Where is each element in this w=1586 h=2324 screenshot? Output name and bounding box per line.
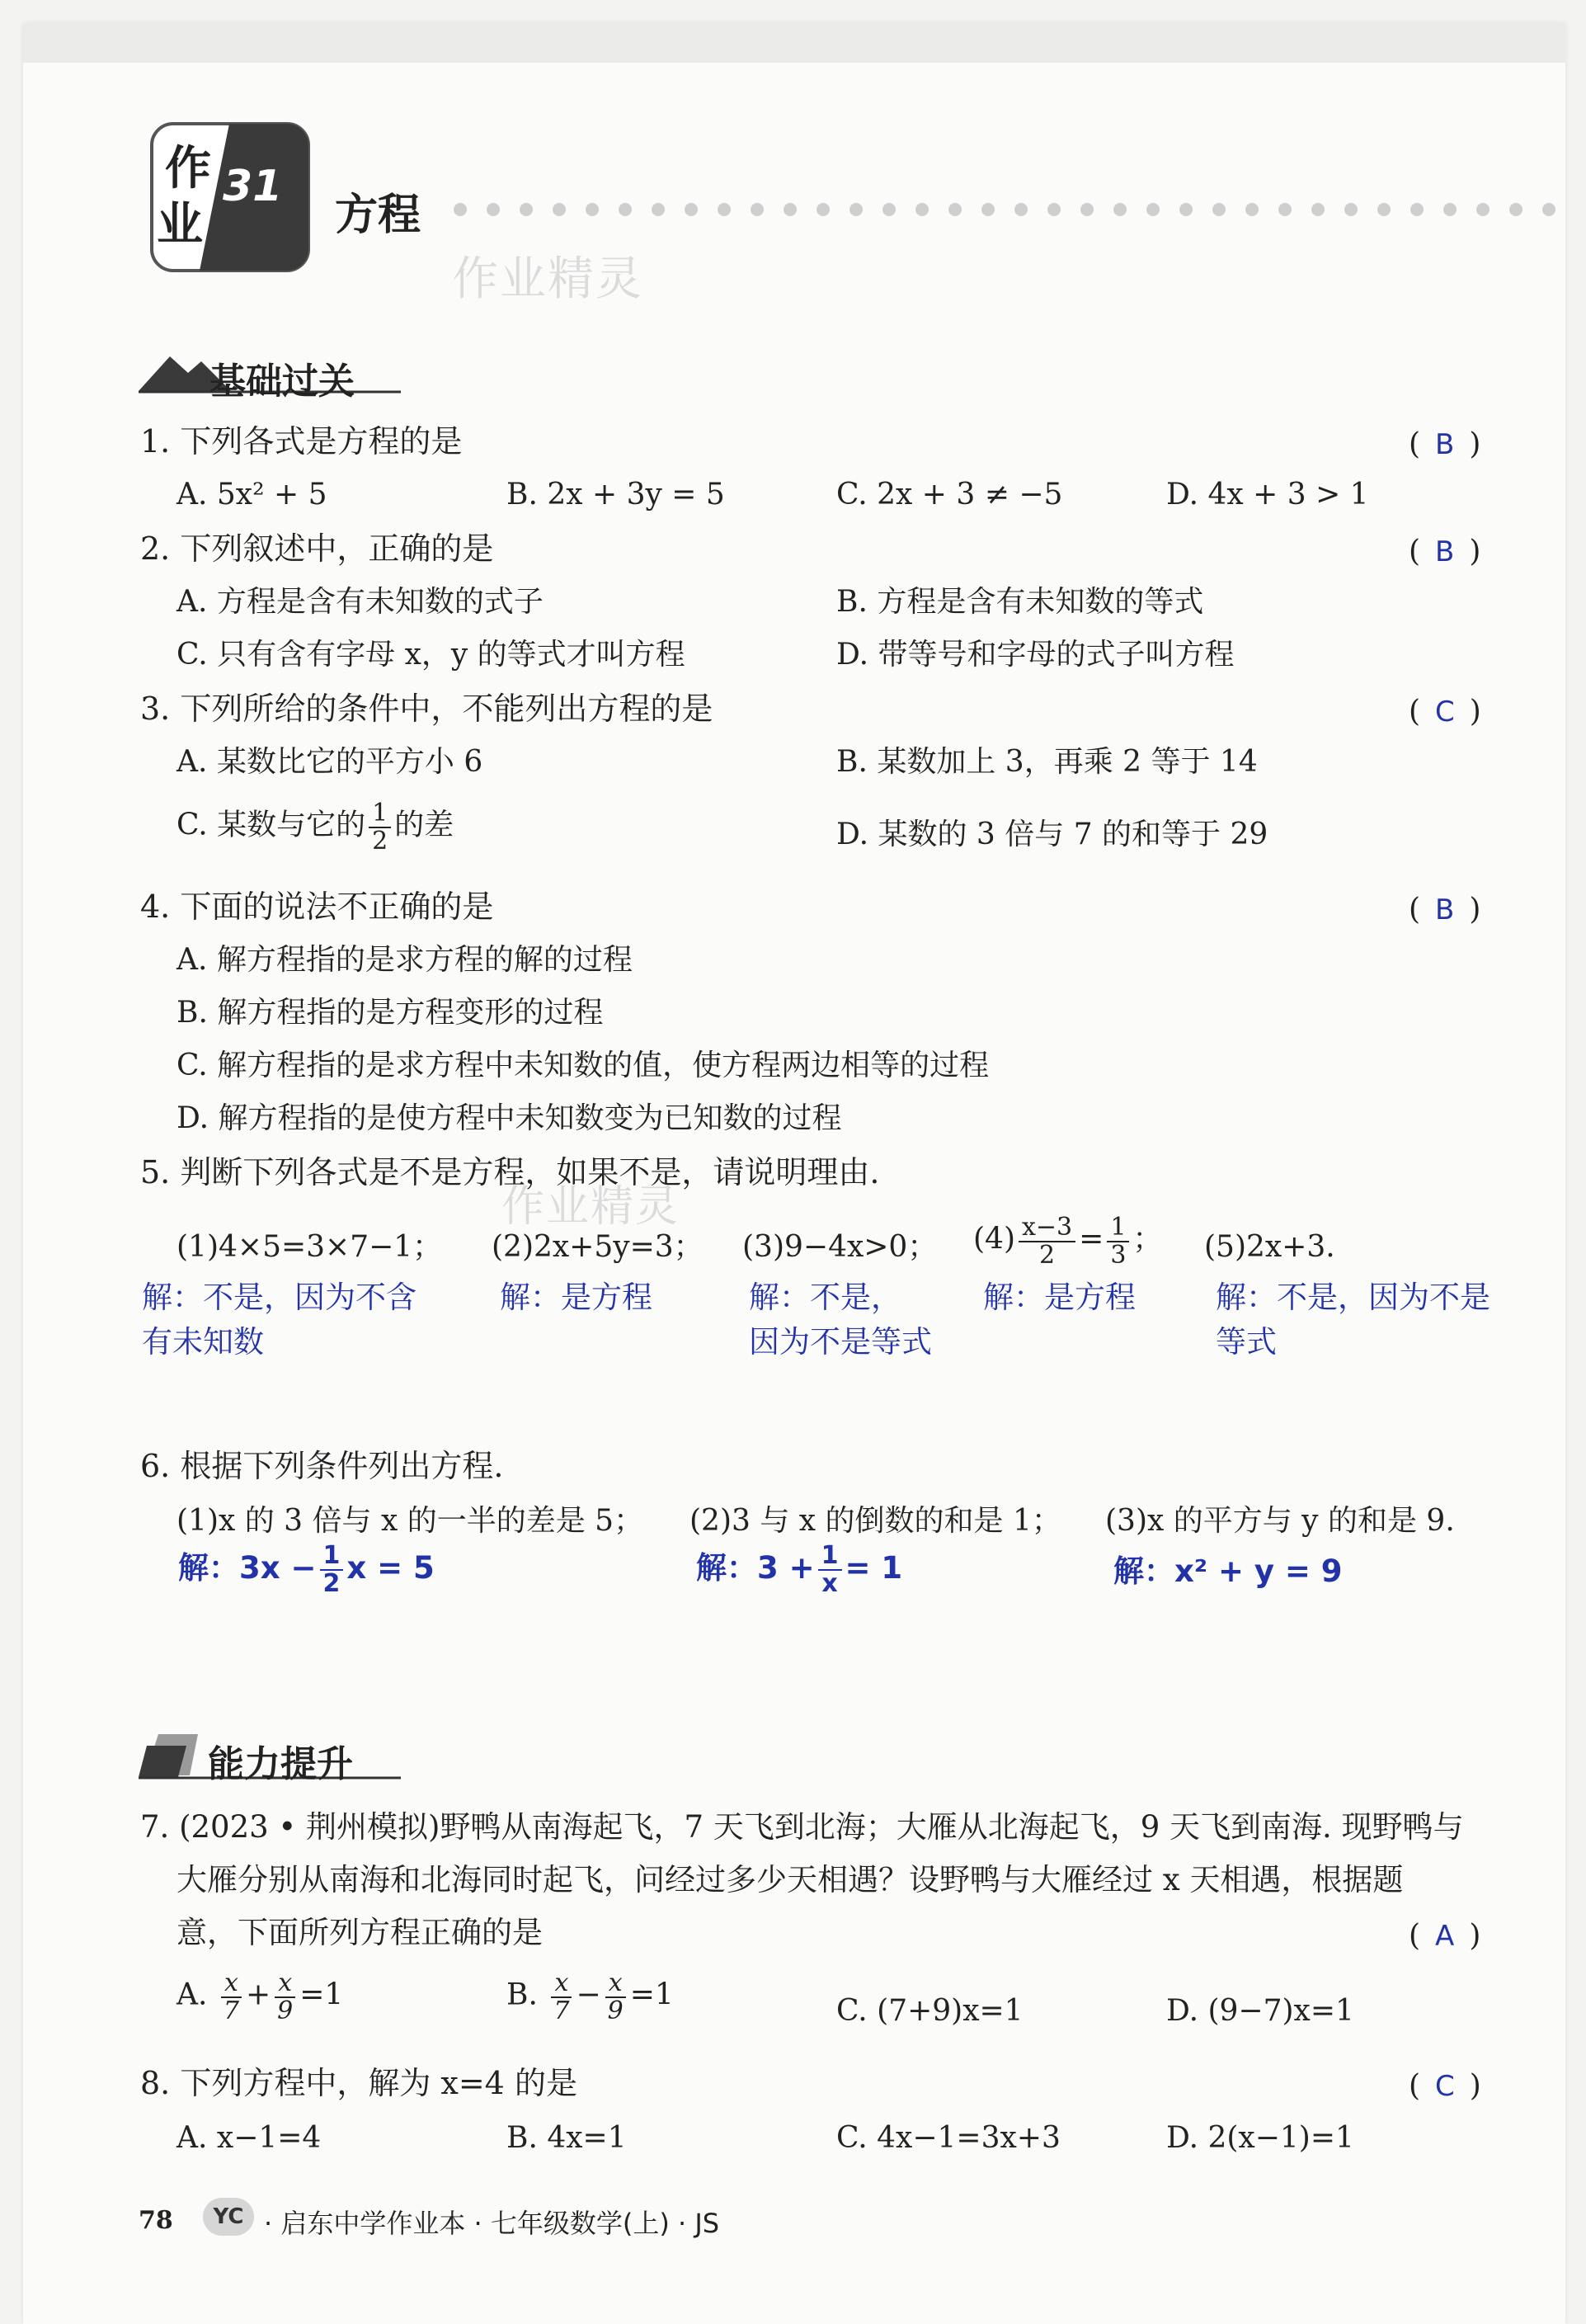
- q8-option-c: C. 4x−1=3x+3: [836, 2121, 1061, 2155]
- fraction: [369, 800, 391, 854]
- question-2-stem: 2. 下列叙述中，正确的是: [140, 530, 494, 567]
- q2-option-a: A. 方程是含有未知数的式子: [176, 585, 544, 619]
- q7-option-b: B. $\frac{x}{7}$ − $\frac{x}{9}$ =1: [506, 1968, 674, 2025]
- fraction: [605, 1970, 627, 2024]
- fraction-numerator: 1: [1107, 1214, 1129, 1242]
- question-1-stem: 1. 下列各式是方程的是: [140, 423, 463, 460]
- q4-option-a: A. 解方程指的是求方程的解的过程: [176, 943, 633, 977]
- answer-line: 等式: [1216, 1324, 1277, 1360]
- q6-answer-3: 解：x² + y = 9: [1113, 1553, 1343, 1589]
- q8-option-d: D. 2(x−1)=1: [1166, 2121, 1354, 2155]
- fraction-denominator: 2: [372, 826, 388, 856]
- q5-item-4-post: ；: [1132, 1222, 1163, 1256]
- fraction-numerator: 1: [320, 1543, 344, 1571]
- answer-line: 因为不是等式: [749, 1324, 932, 1360]
- answer-pre: 解：3x −: [178, 1550, 317, 1586]
- answer-line: 解：不是，: [749, 1280, 901, 1315]
- q5-item-2: (2)2x+5y=3；: [492, 1230, 704, 1264]
- badge-bottom-char: 业: [157, 198, 203, 252]
- footer-text: · 启东中学作业本 · 七年级数学(上) · JS: [264, 2208, 720, 2239]
- q2-option-c: C. 只有含有字母 x，y 的等式才叫方程: [176, 638, 685, 672]
- option-tail: =1: [629, 1978, 674, 2012]
- fraction-denominator: 9: [607, 1996, 624, 2025]
- badge-number: 31: [223, 162, 283, 211]
- answer-letter: B: [1435, 893, 1455, 926]
- question-3-stem: 3. 下列所给的条件中，不能列出方程的是: [140, 691, 713, 727]
- q6-answer-2: [696, 1543, 902, 1596]
- q7-option-d: D. (9−7)x=1: [1166, 1994, 1354, 2028]
- page: [23, 23, 1565, 2324]
- fraction: [818, 1543, 842, 1596]
- q2-option-d: D. 带等号和字母的式子叫方程: [836, 638, 1235, 672]
- fraction: [1019, 1214, 1075, 1268]
- q4-option-c: C. 解方程指的是求方程中未知数的值，使方程两边相等的过程: [176, 1049, 990, 1082]
- fraction-numerator: x: [275, 1970, 295, 1998]
- q1-option-b: B. 2x + 3y = 5: [506, 478, 725, 511]
- question-8-stem: 8. 下列方程中，解为 x=4 的是: [140, 2065, 577, 2101]
- answer-line: 解：不是，因为不含: [142, 1280, 417, 1315]
- q3-option-b: B. 某数加上 3，再乘 2 等于 14: [836, 745, 1258, 779]
- answer-letter: C: [1435, 2070, 1455, 2103]
- q3-option-c: [176, 800, 454, 854]
- answer-line: 解：不是，因为不是: [1216, 1280, 1490, 1315]
- fraction-denominator: 9: [277, 1996, 294, 2025]
- q5-answer-4: 解：是方程: [983, 1280, 1136, 1315]
- fraction-denominator: 7: [553, 1996, 570, 2025]
- q5-item-4-pre: (4): [973, 1222, 1015, 1256]
- question-6-stem: 6. 根据下列条件列出方程.: [140, 1448, 504, 1484]
- q5-item-4: [973, 1214, 1162, 1268]
- dotted-divider: [452, 200, 1557, 219]
- q5-answer-3: [749, 1275, 932, 1365]
- answer-letter: C: [1435, 695, 1455, 728]
- question-7-answer: ( A ): [1409, 1919, 1481, 1953]
- answer-letter: B: [1435, 535, 1455, 568]
- answer-post: = 1: [845, 1550, 903, 1586]
- fraction: [1107, 1214, 1129, 1268]
- answer-post: x = 5: [346, 1550, 435, 1586]
- answer-letter: A: [1435, 1920, 1455, 1953]
- option-tail: =1: [299, 1978, 344, 2012]
- q6-item-3: (3)x 的平方与 y 的和是 9.: [1105, 1504, 1455, 1538]
- fraction-denominator: 2: [322, 1568, 341, 1598]
- option-label: B.: [506, 1978, 538, 2012]
- question-8-answer: ( C ): [1409, 2069, 1481, 2103]
- question-4-answer: ( B ): [1409, 893, 1481, 926]
- question-4-stem: 4. 下面的说法不正确的是: [140, 889, 494, 925]
- q2-option-b: B. 方程是含有未知数的等式: [836, 585, 1204, 619]
- question-7-line-1: 7. (2023 • 荆州模拟)野鸭从南海起飞，7 天飞到北海；大雁从北海起飞，9 天飞到南海. 现野鸭与: [140, 1809, 1464, 1845]
- fraction-denominator: 7: [223, 1996, 239, 2025]
- answer-line: 有未知数: [142, 1324, 264, 1360]
- q5-answer-2: 解：是方程: [500, 1280, 652, 1315]
- equals-sign: =: [1079, 1222, 1104, 1256]
- publisher-logo-icon: YC: [203, 2198, 254, 2236]
- q7-option-a: A. $\frac{x}{7}$ + $\frac{x}{9}$ =1: [176, 1968, 344, 2025]
- fraction: [220, 1970, 242, 2024]
- answer-pre: 解：3 +: [696, 1550, 815, 1586]
- q6-answer-1: [178, 1543, 435, 1596]
- page-number: 78: [139, 2206, 173, 2235]
- option-label: A.: [176, 1978, 208, 2012]
- badge-top-char: 作: [165, 142, 211, 196]
- question-7-line-2: 大雁分别从南海和北海同时起飞，问经过多少天相遇？设野鸭与大雁经过 x 天相遇，根据题: [176, 1862, 1404, 1897]
- watermark: 作业精灵: [452, 252, 643, 306]
- fraction-numerator: x: [551, 1970, 572, 1998]
- answer-letter: B: [1435, 428, 1455, 461]
- fraction: [550, 1970, 572, 2024]
- q3-option-d: D. 某数的 3 倍与 7 的和等于 29: [836, 818, 1268, 851]
- q5-answer-1: [142, 1275, 417, 1365]
- question-7-line-3: 意，下面所列方程正确的是: [176, 1915, 543, 1950]
- q8-option-b: B. 4x=1: [506, 2121, 627, 2155]
- q6-item-1: (1)x 的 3 倍与 x 的一半的差是 5；: [176, 1504, 644, 1538]
- fraction: [274, 1970, 296, 2024]
- q1-option-a: A. 5x² + 5: [176, 478, 327, 511]
- fraction-denominator: x: [821, 1568, 838, 1598]
- question-2-answer: ( B ): [1409, 535, 1481, 568]
- question-1-answer: ( B ): [1409, 427, 1481, 461]
- q4-option-b: B. 解方程指的是方程变形的过程: [176, 996, 604, 1030]
- fraction: [320, 1543, 344, 1596]
- q5-answer-5: [1216, 1275, 1490, 1365]
- fraction-numerator: 1: [369, 800, 391, 828]
- fraction-numerator: x−3: [1019, 1214, 1075, 1242]
- q7-option-c: C. (7+9)x=1: [836, 1994, 1024, 2028]
- watermark: 作业精灵: [501, 1182, 680, 1232]
- q3-option-a: A. 某数比它的平方小 6: [176, 745, 483, 779]
- q1-option-d: D. 4x + 3 > 1: [1166, 478, 1369, 511]
- top-strip: [23, 23, 1565, 63]
- fraction-numerator: x: [221, 1970, 242, 1998]
- question-3-answer: ( C ): [1409, 695, 1481, 728]
- page-title: 方程: [335, 191, 421, 240]
- q3-option-c-post: 的差: [394, 808, 454, 842]
- q8-option-a: A. x−1=4: [176, 2121, 322, 2155]
- fraction-denominator: 3: [1110, 1240, 1127, 1270]
- q5-item-1: (1)4×5=3×7−1；: [176, 1230, 443, 1264]
- fraction-numerator: x: [605, 1970, 626, 1998]
- q3-option-c-pre: C. 某数与它的: [176, 808, 366, 842]
- q5-item-3: (3)9−4x>0；: [742, 1230, 938, 1264]
- q5-item-5: (5)2x+3.: [1204, 1230, 1335, 1264]
- fraction-numerator: 1: [818, 1543, 842, 1571]
- q4-option-d: D. 解方程指的是使方程中未知数变为已知数的过程: [176, 1101, 842, 1135]
- q6-item-2: (2)3 与 x 的倒数的和是 1；: [689, 1504, 1061, 1538]
- section-title-basic: 基础过关: [209, 361, 355, 403]
- section-title-advanced: 能力提升: [208, 1743, 353, 1785]
- question-5-stem: 5. 判断下列各式是不是方程，如果不是，请说明理由.: [140, 1154, 880, 1190]
- q1-option-c: C. 2x + 3 ≠ −5: [836, 478, 1063, 511]
- fraction-denominator: 2: [1039, 1240, 1056, 1270]
